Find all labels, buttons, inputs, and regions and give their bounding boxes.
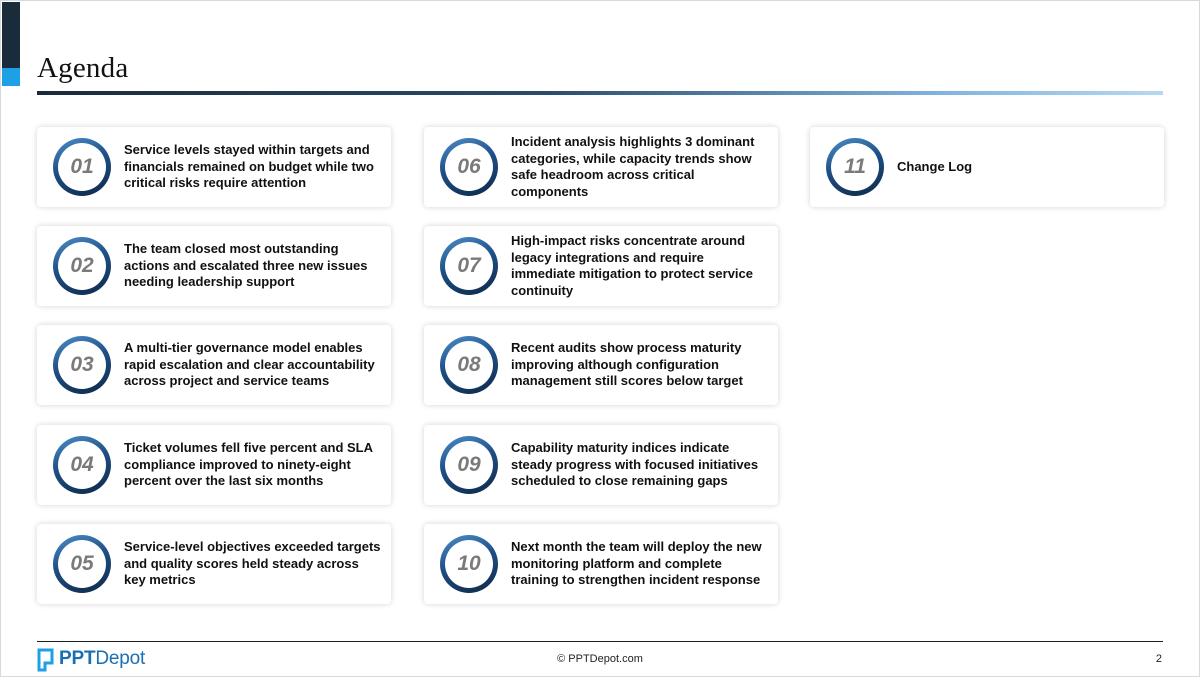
- title-divider: [37, 91, 1163, 95]
- item-number: 09: [457, 453, 481, 476]
- page-number: 2: [1155, 653, 1162, 665]
- agenda-item-09: [424, 425, 778, 505]
- item-text: Next month the team will deploy the new monitoring platform and complete training to strengthen incident response: [511, 539, 762, 587]
- footer-divider: [37, 641, 1163, 642]
- number-badge: [440, 237, 498, 295]
- agenda-item-03: [37, 325, 391, 405]
- item-text: Service levels stayed within targets and financials remained on budget while two critical risks require attention: [124, 142, 374, 190]
- number-badge: [440, 535, 498, 593]
- number-badge: [53, 138, 111, 196]
- item-text: Capability maturity indices indicate steady progress with focused initiatives scheduled to close remaining gaps: [511, 440, 759, 488]
- page-title: Agenda: [37, 52, 129, 84]
- item-number: 03: [70, 353, 94, 376]
- number-badge: [440, 336, 498, 394]
- number-badge: [440, 436, 498, 494]
- accent-bar-dark: [2, 2, 20, 68]
- agenda-item-06: [424, 127, 778, 207]
- copyright-text: © PPTDepot.com: [557, 653, 643, 665]
- item-number: 11: [844, 155, 866, 178]
- item-text: Service-level objectives exceeded targets and quality scores held steady across key metrics: [124, 539, 381, 587]
- item-number: 07: [457, 254, 481, 277]
- agenda-item-01: [37, 127, 391, 207]
- agenda-item-05: [37, 524, 391, 604]
- agenda-item-10: [424, 524, 778, 604]
- agenda-item-07: [424, 226, 778, 306]
- number-badge: [53, 336, 111, 394]
- number-badge: [826, 138, 884, 196]
- agenda-item-11: [810, 127, 1164, 207]
- item-text: High-impact risks concentrate around legacy integrations and require immediate mitigation to protect service continuity: [511, 233, 754, 298]
- logo-regular: Depot: [95, 648, 146, 669]
- item-text: A multi-tier governance model enables rapid escalation and clear accountability across project and service teams: [124, 340, 375, 388]
- logo-bold: PPT: [59, 648, 96, 669]
- item-text: The team closed most outstanding actions and escalated three new issues needing leadership support: [124, 241, 368, 289]
- accent-bar-blue: [2, 68, 20, 86]
- number-badge: [53, 436, 111, 494]
- agenda-item-04: [37, 425, 391, 505]
- agenda-item-02: [37, 226, 391, 306]
- number-badge: [53, 237, 111, 295]
- number-badge: [440, 138, 498, 196]
- item-number: 02: [70, 254, 94, 277]
- item-number: 06: [457, 155, 481, 178]
- item-number: 01: [70, 155, 94, 178]
- item-text: Incident analysis highlights 3 dominant categories, while capacity trends show safe headroom across critical components: [511, 134, 755, 199]
- item-text: Change Log: [897, 159, 973, 174]
- item-text: Recent audits show process maturity improving although configuration management still scores below target: [511, 340, 743, 388]
- item-number: 05: [70, 552, 94, 575]
- number-badge: [53, 535, 111, 593]
- item-number: 08: [457, 353, 481, 376]
- item-number: 04: [70, 453, 94, 476]
- agenda-item-08: [424, 325, 778, 405]
- item-text: Ticket volumes fell five percent and SLA compliance improved to ninety-eight percent over the last six months: [124, 440, 373, 488]
- item-number: 10: [457, 552, 481, 575]
